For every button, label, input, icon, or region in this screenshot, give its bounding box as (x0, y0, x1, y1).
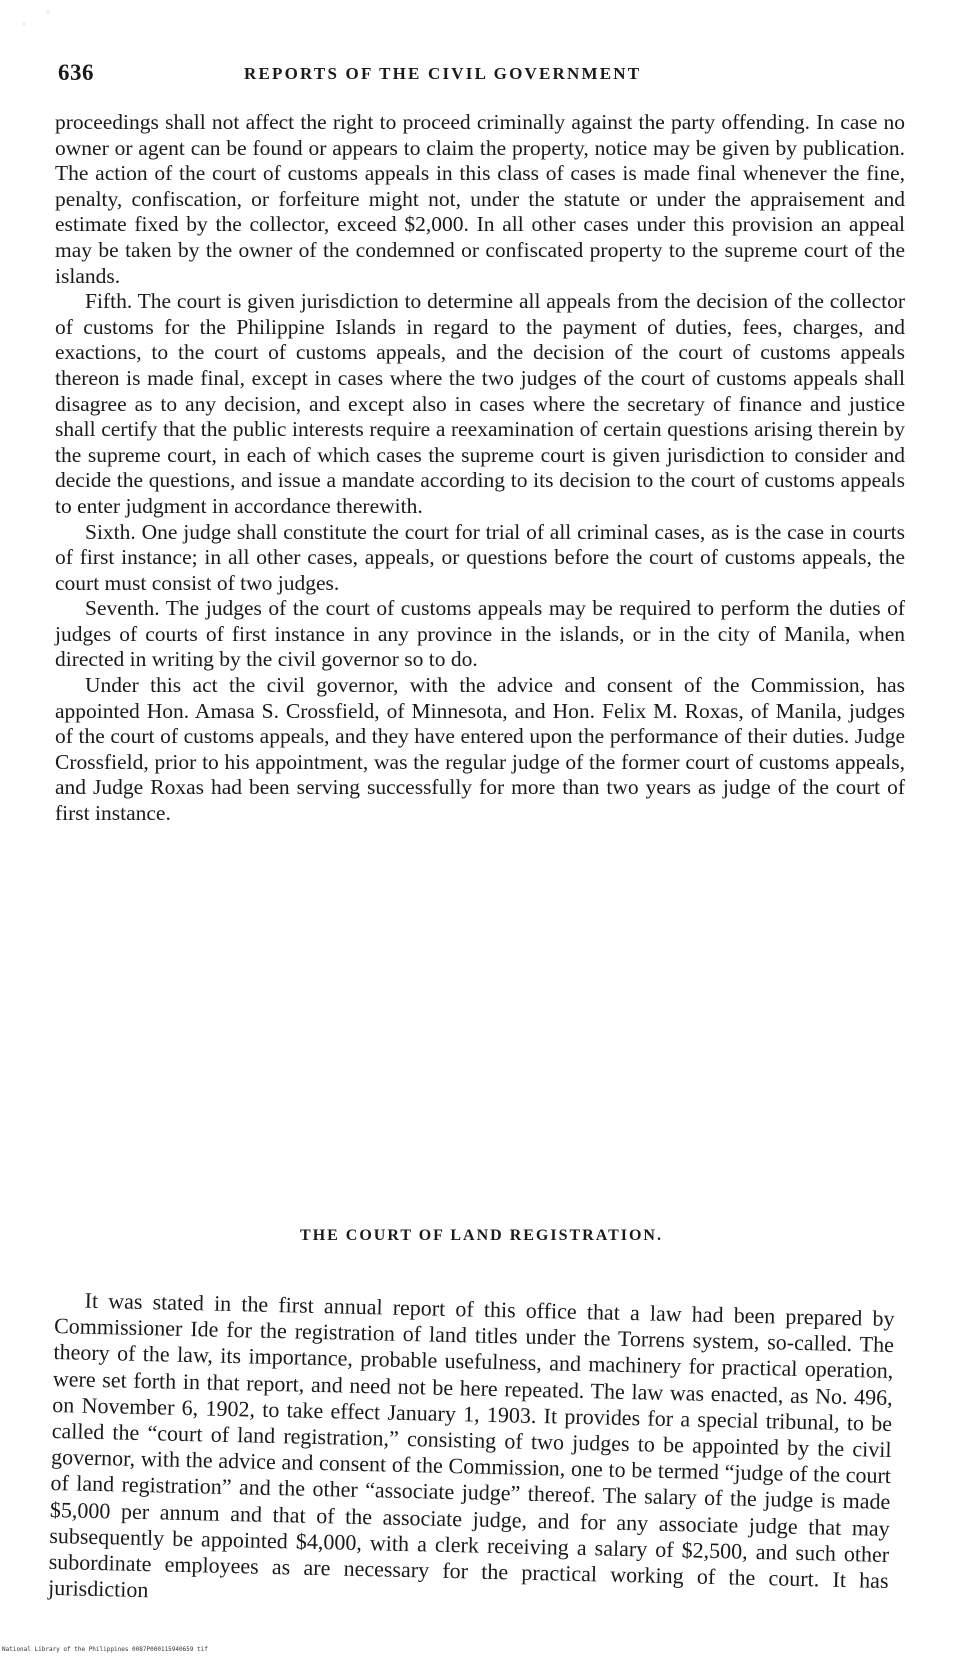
paragraph: proceedings shall not affect the right to proceed criminally against the party offending. In case no owner or agent can be found or appears to claim the property, notice may be given by publication. The action of the court of customs appeals in this class of cases is made final whenever the fine, penalty, confiscation, or forfeiture might not, under the statute or under the appraisement and estimate fixed by the collector, exceed $2,000. In all other cases under this provision an appeal may be taken by the owner of the condemned or confiscated property to the supreme court of the islands. (55, 110, 905, 288)
page-header (58, 60, 918, 90)
scan-speckle (0, 0, 80, 60)
paragraph: Sixth. One judge shall constitute the court for trial of all criminal cases, as is the case in courts of first instance; in all other cases, appeals, or questions before the court of customs appeals, the court must consist of two judges. (55, 519, 905, 595)
section-heading: THE COURT OF LAND REGISTRATION. (300, 1227, 663, 1244)
paragraph: Fifth. The court is given jurisdiction to determine all appeals from the decision of the collector of customs for the Philippine Islands in regard to the payment of duties, fees, charges, and exactions, to the court of customs appeals, and the decision of the court of customs appeals thereon is made final, except in cases where the two judges of the court of customs appeals shall disagree as to any decision, and except also in cases where the secretary of finance and justice shall certify that the public interests require a reexamination of certain questions arising therein by the supreme court, in each of which cases the supreme court is given jurisdiction to consider and decide the questions, and issue a mandate according to its decision to the court of customs appeals to enter judgment in accordance therewith. (55, 289, 905, 518)
scan-footer-stamp: National Library of the Philippines 0087P000115940659 tif (2, 1646, 208, 1653)
page-number: 636 (58, 60, 94, 85)
running-title: REPORTS OF THE CIVIL GOVERNMENT (244, 64, 642, 83)
paragraph: Seventh. The judges of the court of customs appeals may be required to perform the duties of judges of courts of first instance in any province in the islands, or in the city of Manila, when directed in writing by the civil governor so to do. (55, 596, 905, 672)
paragraph: It was stated in the first annual report of this office that a law had been prepared by Commissioner Ide for the registration of land titles under the Torrens system, so-called. The theory of the law, its importance, probable usefulness, and machinery for practical operation, were set forth in that report, and need not be here repeated. The law was enacted, as No. 496, on November 6, 1902, to take effect January 1, 1903. It provides for a special tribunal, to be called the “court of land registration,” consisting of two judges to be appointed by the civil governor, with the advice and consent of the Commission, one to be termed “judge of the court of land registration” and the other “associate judge” thereof. The salary of the judge is made $5,000 per annum and that of the associate judge, and for any associate judge that may subsequently be appointed $4,000, with a clerk receiving a salary of $2,500, and such other subordinate employees as are necessary for the practical working of the court. It has jurisdiction (47, 1287, 895, 1603)
land-registration-section (48, 1287, 895, 1620)
customs-appeals-section (55, 110, 905, 827)
paragraph: Under this act the civil governor, with the advice and consent of the Commission, has appointed Hon. Amasa S. Crossfield, of Minnesota, and Hon. Felix M. Roxas, of Manila, judges of the court of customs appeals, and they have entered upon the performance of their duties. Judge Crossfield, prior to his appointment, was the regular judge of the former court of customs appeals, and Judge Roxas had been serving successfully for more than two years as judge of the court of first instance. (55, 673, 905, 826)
